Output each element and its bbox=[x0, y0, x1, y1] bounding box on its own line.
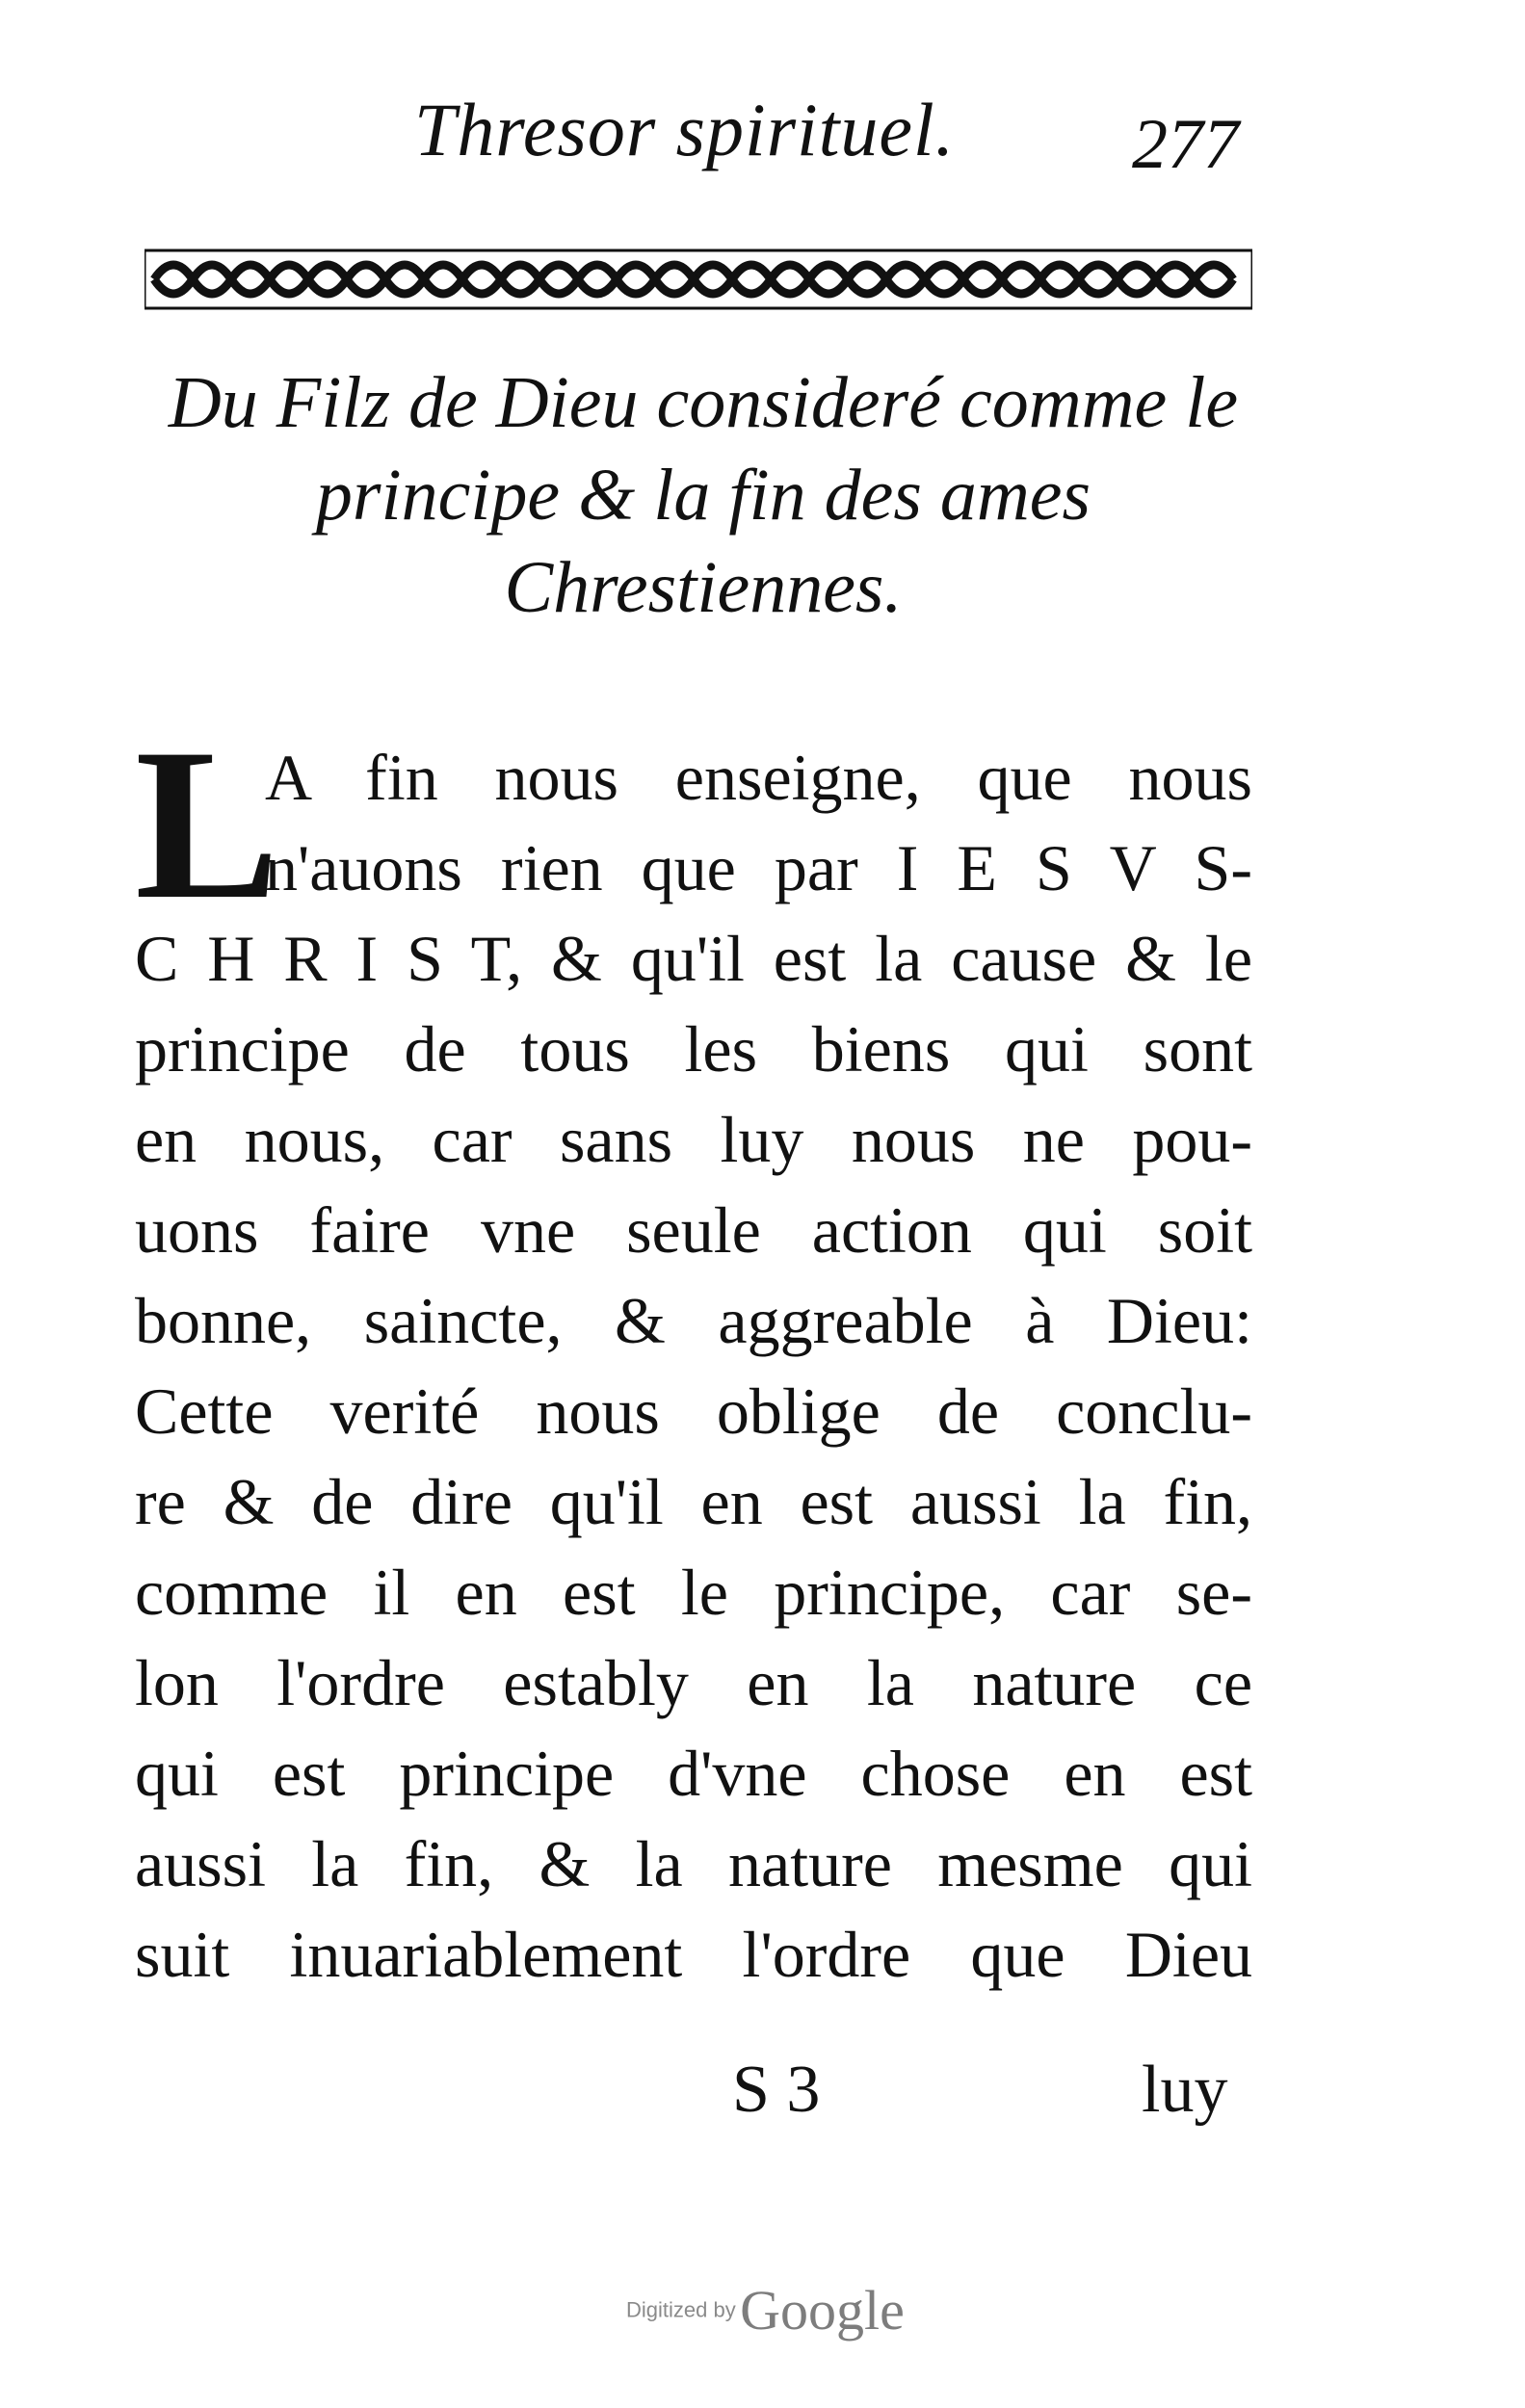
body-paragraph bbox=[135, 732, 1252, 2000]
text-line: Cette verité nous oblige de conclu- bbox=[135, 1374, 1252, 1448]
text-line: principe de tous les biens qui sont bbox=[135, 1012, 1252, 1086]
catchword: luy bbox=[1142, 2053, 1228, 2127]
page-number: 277 bbox=[1132, 105, 1239, 184]
page-header bbox=[0, 77, 1525, 183]
page-footer bbox=[0, 2052, 1525, 2148]
signature-mark: S 3 bbox=[732, 2053, 821, 2127]
text-line: uons faire vne seule action qui soit bbox=[135, 1193, 1252, 1267]
text-line: re & de dire qu'il en est aussi la fin, bbox=[135, 1465, 1252, 1538]
text-line: en nous, car sans luy nous ne pou- bbox=[135, 1103, 1252, 1176]
text-line: C H R I S T, & qu'il est la cause & le bbox=[135, 922, 1252, 995]
heading-line-2: principe & la fin des ames bbox=[315, 455, 1091, 536]
text-line: lon l'ordre estably en la nature ce bbox=[135, 1646, 1252, 1719]
watermark-brand: Google bbox=[740, 2279, 905, 2342]
heading-line-3: Chrestiennes. bbox=[504, 547, 903, 628]
running-title: Thresor spirituel. bbox=[414, 88, 956, 171]
text-line: qui est principe d'vne chose en est bbox=[135, 1737, 1252, 1810]
digitized-watermark bbox=[626, 2278, 905, 2343]
chapter-heading bbox=[135, 356, 1272, 634]
text-line: A fin nous enseigne, que nous bbox=[265, 741, 1252, 814]
heading-line-1: Du Filz de Dieu consideré comme le bbox=[168, 362, 1239, 443]
text-line: bonne, saincte, & aggreable à Dieu: bbox=[135, 1284, 1252, 1357]
watermark-prefix: Digitized by bbox=[626, 2297, 736, 2322]
ornament-band-icon bbox=[145, 236, 1252, 323]
drop-cap: L bbox=[135, 703, 280, 944]
text-line: aussi la fin, & la nature mesme qui bbox=[135, 1827, 1252, 1900]
text-line: suit inuariablement l'ordre que Dieu bbox=[135, 1918, 1252, 1991]
text-line: comme il en est le principe, car se- bbox=[135, 1556, 1252, 1629]
text-line: n'auons rien que par I E S V S- bbox=[265, 831, 1252, 904]
